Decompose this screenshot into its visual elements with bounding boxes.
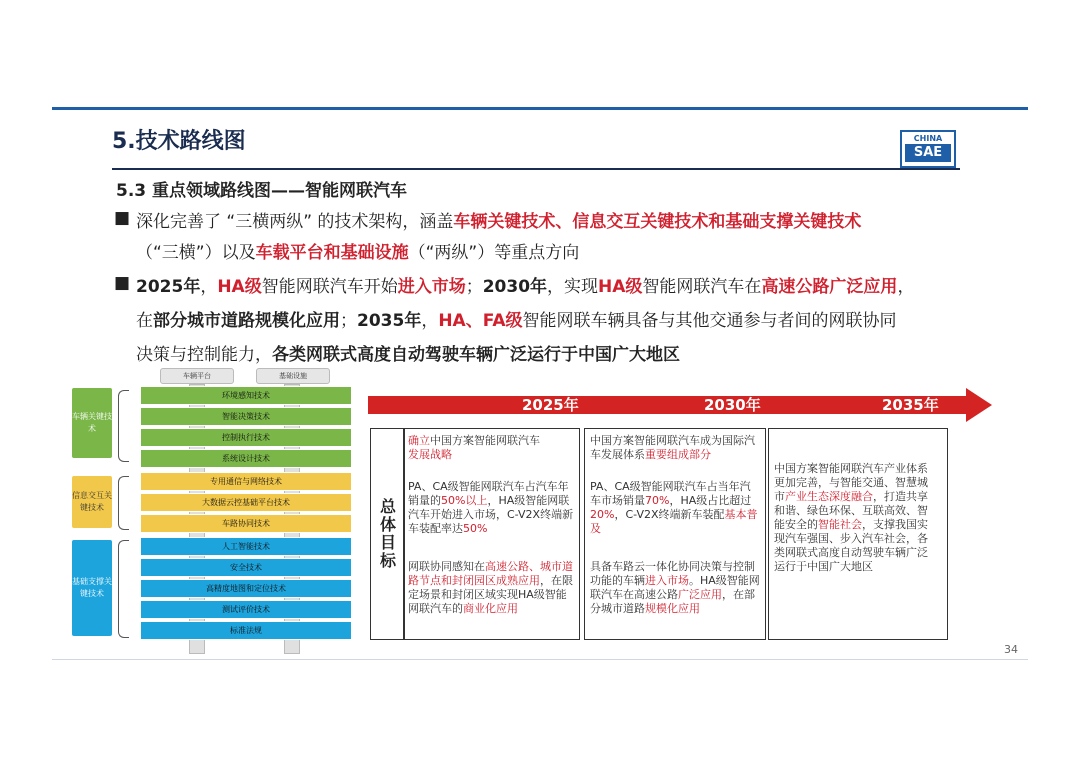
bullet1-line1 xyxy=(136,207,861,232)
text: ，HA级占比超过 xyxy=(669,494,752,507)
highlight: 确立 xyxy=(408,434,430,447)
text: 决策与控制能力， xyxy=(136,345,272,365)
text: （“三横”）以及 xyxy=(136,243,256,263)
text: 。HA级智能网联汽车在高速公路 xyxy=(590,574,760,601)
tech-row: 测试评价技术 xyxy=(140,600,352,619)
text: 智能网联汽车开始 xyxy=(261,277,398,297)
tech-row: 人工智能技术 xyxy=(140,537,352,556)
text: 中国方案智能网联汽车产业体系更加完善，与智能交通、智慧城市 xyxy=(774,462,928,503)
highlight: 广泛应用 xyxy=(678,588,722,601)
text: 网联协同感知在 xyxy=(408,560,485,573)
text: ， xyxy=(200,277,218,297)
slide-bottom-edge xyxy=(52,659,1028,660)
highlight: 车载平台和基础设施 xyxy=(255,243,409,263)
year-2025: 2025年 xyxy=(522,396,579,414)
year-2030: 2030年 xyxy=(704,396,761,414)
text: ，在限定场景和封闭区域实现HA级智能网联汽车的 xyxy=(408,574,573,615)
bullet1-line2 xyxy=(136,238,579,263)
highlight: 20% xyxy=(590,508,615,521)
highlight: 发展战略 xyxy=(408,448,452,461)
goal-2035 xyxy=(774,462,938,574)
timeline-arrow-head xyxy=(966,388,992,422)
goal-2030-3 xyxy=(590,560,760,616)
text: PA、CA级智能网联汽车占汽车年销量的 xyxy=(408,480,569,507)
text: ， xyxy=(421,311,439,331)
highlight: HA级 xyxy=(217,277,262,297)
china-sae-logo xyxy=(900,130,956,168)
brace-info xyxy=(118,476,129,530)
pill-vehicle-platform: 车辆平台 xyxy=(160,368,234,384)
text: 智能网联汽车在 xyxy=(642,277,762,297)
text: ； xyxy=(340,311,357,331)
text: ，C-V2X终端新车装配 xyxy=(614,508,725,521)
brace-vehicle xyxy=(118,390,129,462)
tech-row: 高精度地图和定位技术 xyxy=(140,579,352,598)
text: （“两纵”）等重点方向 xyxy=(408,243,580,263)
bold: 2025年 xyxy=(136,277,201,297)
highlight: 车辆关键技术、信息交互关键技术和基础支撑关键技术 xyxy=(453,212,862,232)
text: 智能网联车辆具备与其他交通参与者间的网联协同 xyxy=(522,311,897,331)
bold: 部分城市道路规模化应用 xyxy=(153,311,340,331)
tech-row: 系统设计技术 xyxy=(140,449,352,468)
highlight: 进入市场 xyxy=(397,277,466,297)
goal-2030-1 xyxy=(590,434,760,462)
pill-infrastructure: 基础设施 xyxy=(256,368,330,384)
page-number: 34 xyxy=(1004,643,1018,656)
goal-2025-1 xyxy=(408,434,574,462)
goal-2030-2 xyxy=(590,480,760,536)
tech-row: 控制执行技术 xyxy=(140,428,352,447)
highlight: 规模化应用 xyxy=(645,602,700,615)
logo-line1: CHINA xyxy=(913,134,943,143)
highlight: 商业化应用 xyxy=(463,602,518,615)
slide xyxy=(52,107,1028,660)
goal-2025-2 xyxy=(408,480,574,536)
highlight: HA、FA级 xyxy=(438,311,523,331)
text: ，支撑我国实现汽车强国、步入汽车社会，各类网联式高度自动驾驶车辆广泛运行于中国广大地区 xyxy=(774,518,928,573)
tech-row: 专用通信与网络技术 xyxy=(140,472,352,491)
text: ，打造共享和谐、绿色环保、互联高效、智能安全的 xyxy=(774,490,928,531)
year-2035: 2035年 xyxy=(882,396,939,414)
highlight: 高速公路、城市道路节点和封闭园区成熟应用 xyxy=(408,560,573,587)
group-support-tech: 基础支撑关键技术 xyxy=(72,540,112,636)
tech-row: 车路协同技术 xyxy=(140,514,352,533)
highlight: HA级 xyxy=(598,277,643,297)
section-subtitle: 5.3 重点领域路线图——智能网联汽车 xyxy=(116,181,408,201)
slide-title: 5.技术路线图 xyxy=(112,129,246,154)
goal-2025-3 xyxy=(408,560,574,616)
highlight: 智能社会 xyxy=(818,518,862,531)
highlight: 基本普及 xyxy=(590,508,758,535)
bold: 2030年 xyxy=(482,277,548,297)
highlight: 进入市场 xyxy=(645,574,689,587)
text: ，实现 xyxy=(547,277,599,297)
title-rule xyxy=(112,168,960,170)
text: 中国方案智能网联汽车 xyxy=(430,434,540,447)
logo-line2: SAE xyxy=(905,144,951,162)
highlight: 高速公路广泛应用 xyxy=(761,277,898,297)
bullet2-line1 xyxy=(136,272,914,297)
overall-goal-label: 总体目标 xyxy=(370,428,404,640)
highlight: 70% xyxy=(645,494,670,507)
tech-row: 大数据云控基础平台技术 xyxy=(140,493,352,512)
group-info-tech: 信息交互关键技术 xyxy=(72,476,112,528)
bullet-marker-2: ■ xyxy=(114,273,131,293)
text: 中国方案智能网联汽车成为国际汽车发展体系 xyxy=(590,434,755,461)
text: ，在部分城市道路 xyxy=(590,588,755,615)
highlight: 重要组成部分 xyxy=(645,448,711,461)
text: ，HA级智能网联汽车开始进入市场，C-V2X终端新车装配率达 xyxy=(408,494,574,535)
tech-row: 智能决策技术 xyxy=(140,407,352,426)
brace-support xyxy=(118,540,129,638)
bullet2-line3 xyxy=(136,340,680,365)
bold: 2035年 xyxy=(357,311,422,331)
text: 深化完善了 “三横两纵” 的技术架构，涵盖 xyxy=(136,212,454,232)
text: ； xyxy=(465,277,483,297)
bullet2-line2 xyxy=(136,306,897,331)
highlight: 50%以上 xyxy=(441,494,488,507)
timeline-arrow xyxy=(368,396,968,414)
group-vehicle-tech: 车辆关键技术 xyxy=(72,388,112,458)
text: PA、CA级智能网联汽车占当年汽车市场销量 xyxy=(590,480,751,507)
highlight: 产业生态深度融合 xyxy=(785,490,873,503)
bold: 各类网联式高度自动驾驶车辆广泛运行于中国广大地区 xyxy=(272,345,680,365)
bullet-marker-1: ■ xyxy=(114,208,131,228)
text: 在 xyxy=(136,311,153,331)
tech-row: 标准法规 xyxy=(140,621,352,640)
highlight: 50% xyxy=(463,522,488,535)
tech-row: 安全技术 xyxy=(140,558,352,577)
text: ， xyxy=(897,277,915,297)
tech-row: 环境感知技术 xyxy=(140,386,352,405)
text: 具备车路云一体化协同决策与控制功能的车辆 xyxy=(590,560,755,587)
